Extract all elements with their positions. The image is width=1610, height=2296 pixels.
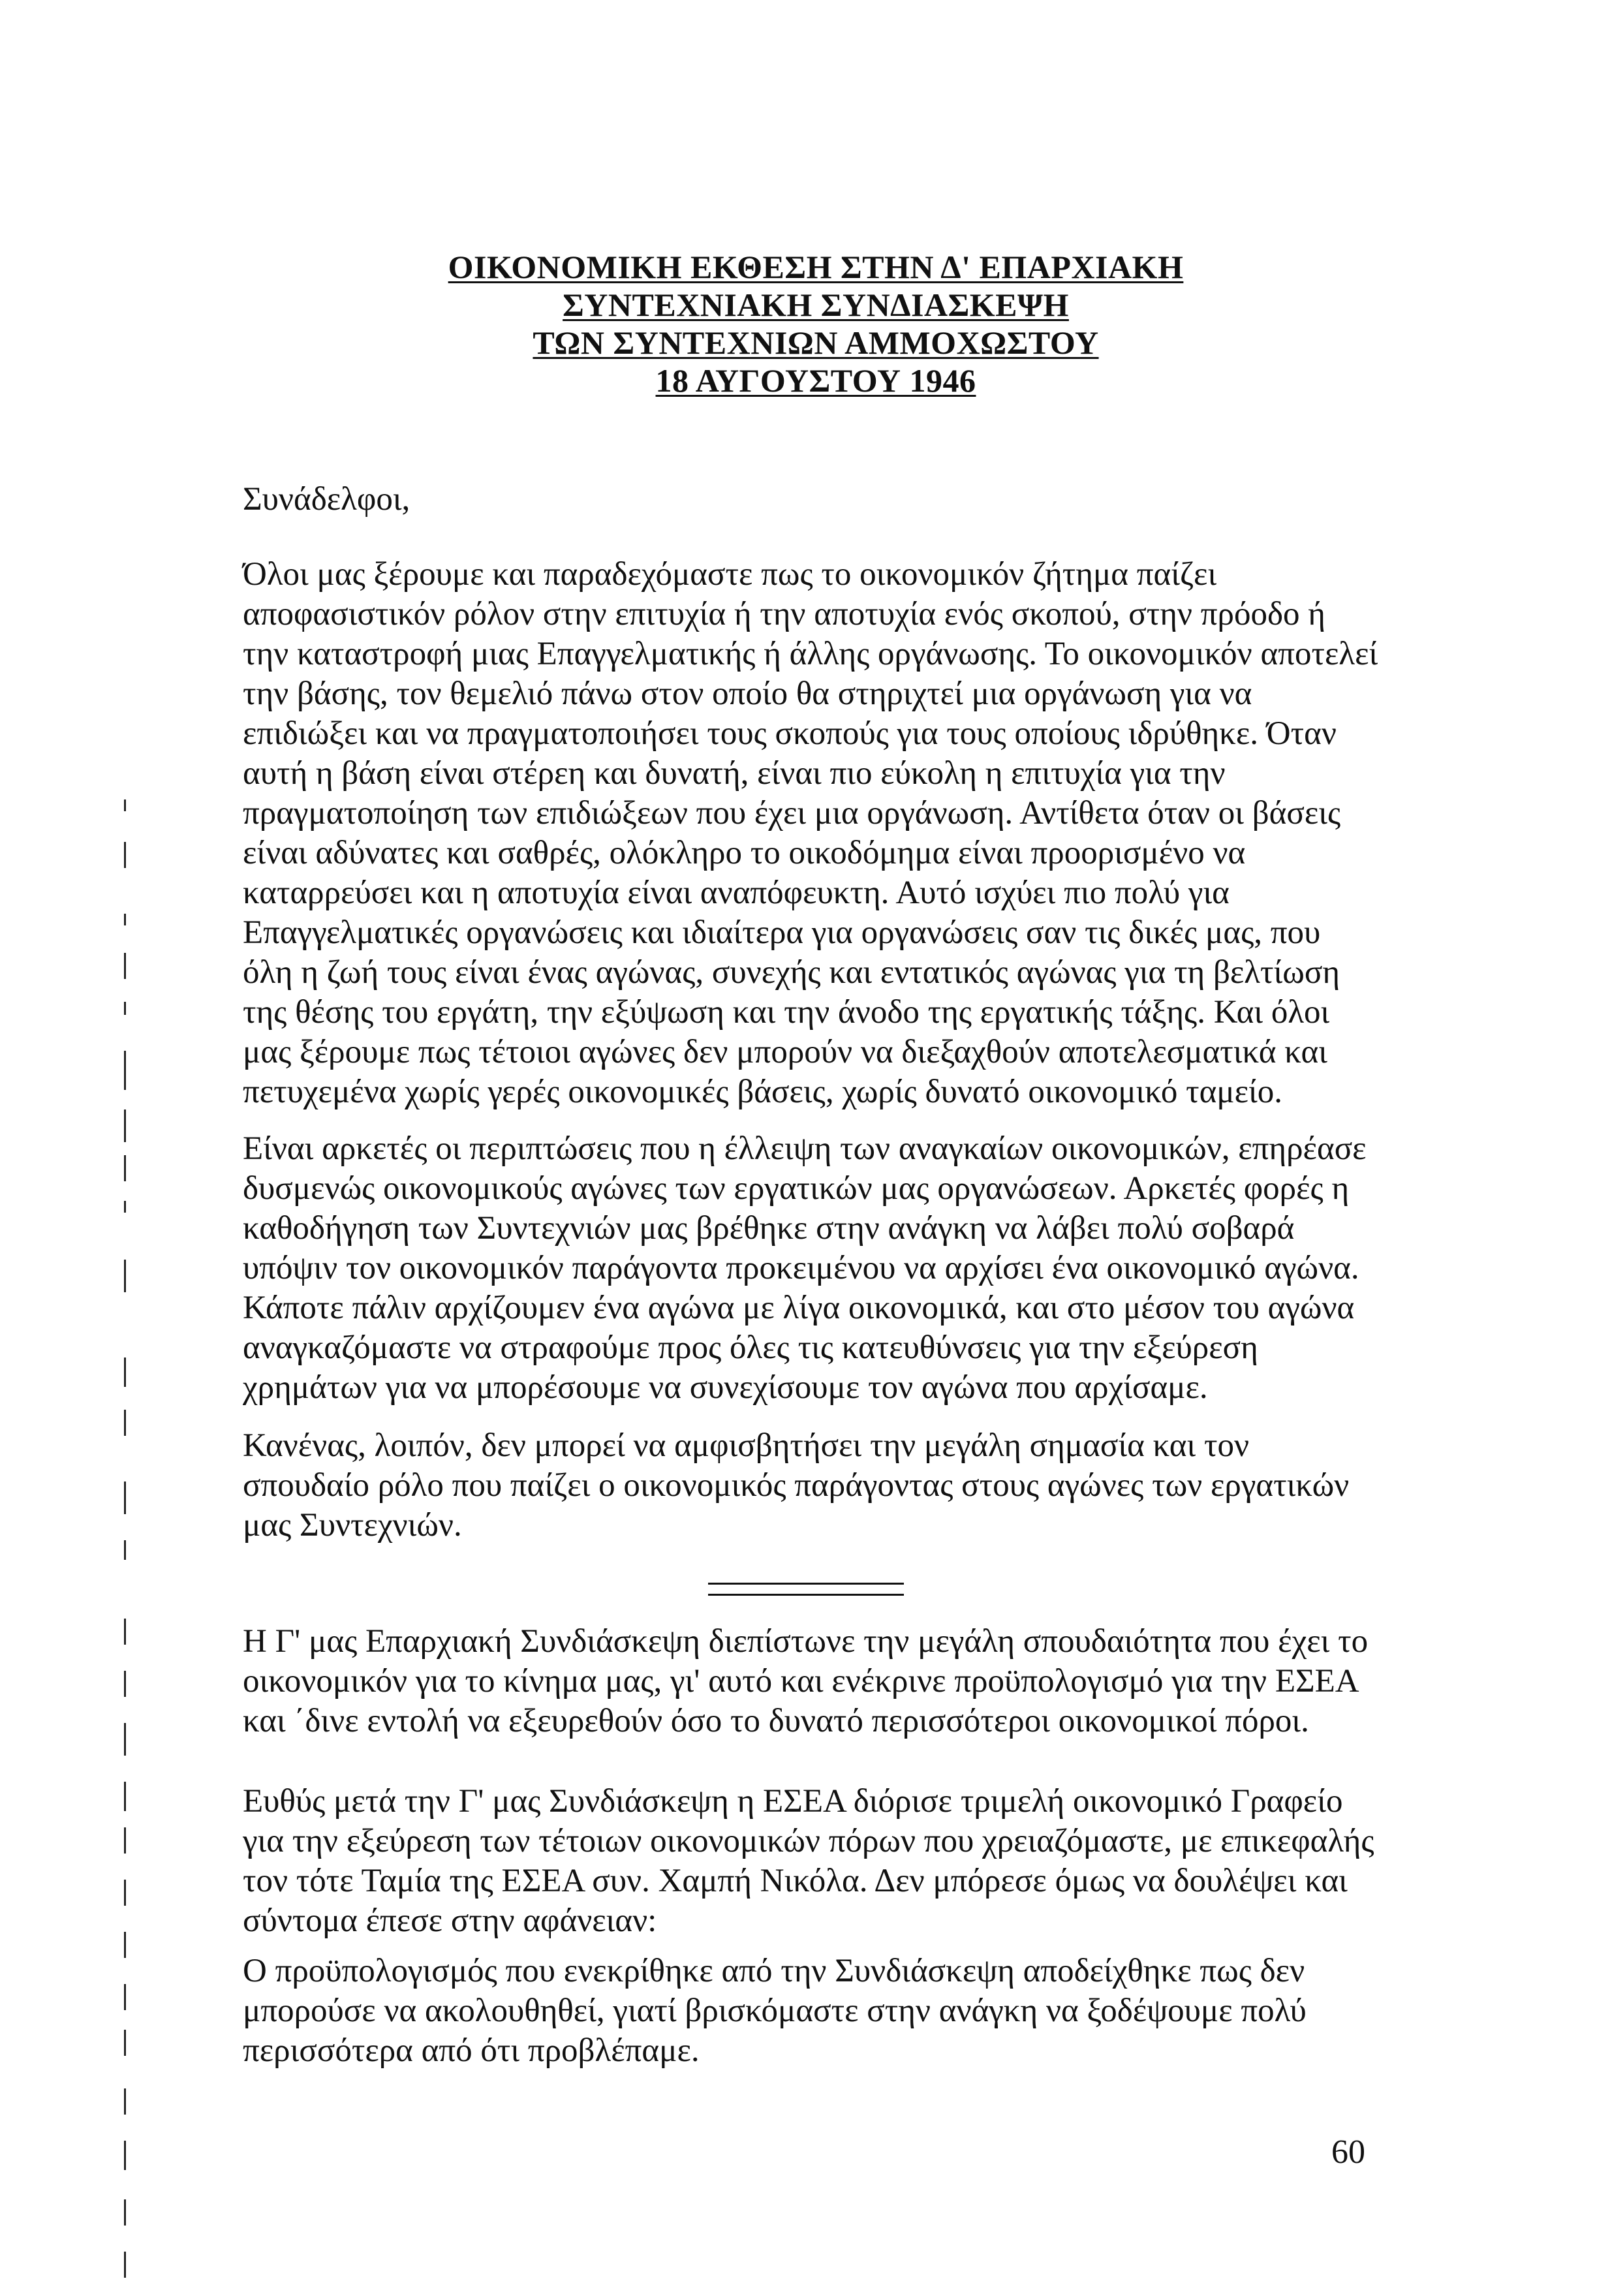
scan-mark xyxy=(124,2088,126,2115)
scan-mark xyxy=(124,1782,126,1811)
scan-mark xyxy=(124,914,126,925)
paragraph-6-text: Ο προϋπολογισμός που ενεκρίθηκε από την Συνδιάσκεψη αποδείχθηκε πως δεν μπορούσε να ακολουθηθεί, γιατί βρισκόμαστε στην ανάγκη να ξοδέψουμε πολύ περισσότερα από ότι προβλέπαμε. xyxy=(243,1953,1307,2069)
paragraph-1-text: Όλοι μας ξέρουμε και παραδεχόμαστε πως το οικονομικόν ζήτημα παίζει αποφασιστικόν ρόλον στην επιτυχία ή την αποτυχία ενός σκοπού, στην πρόοδο ή την καταστροφή μιας Επαγγελματικής ή άλλης οργάνωσης. Το οικονομικόν αποτελεί την βάσης, τον θεμελιό πάνω στον οποίο θα στηριχτεί μια οργάνωση για να επιδιώξει και να πραγματοποιήσει τους σκοπούς για τους οποίους ιδρύθηκε. Όταν αυτή η βάση είναι στέρεη και δυνατή, είναι πιο εύκολη η επιτυχία για την πραγματοποίηση των επιδιώξεων που έχει μια οργάνωση. Αντίθετα όταν οι βάσεις είναι αδύνατες και σαθρές, ολόκληρο το οικοδόμημα είναι προορισμένο να καταρρεύσει και η αποτυχία είναι αναπόφευκτη. Αυτό ισχύει πιο πολύ για Επαγγελματικές οργανώσεις και ιδιαίτερα για οργανώσεις σαν τις δικές μας, που όλη η ζωή τους είναι ένας αγώνας, συνεχής και εντατικός αγώνας για τη βελτίωση της θέσης του εργάτη, την εξύψωση και την άνοδο της εργατικής τάξης. Και όλοι μας ξέρουμε πως τέτοιοι αγώνες δεν μπορούν να διεξαχθούν αποτελεσματικά και πετυχεμένα χωρίς γερές οικονομικές βάσεις, χωρίς δυνατό οικονομικό ταμείο. xyxy=(243,556,1378,1110)
scan-mark xyxy=(124,1260,126,1292)
salutation-text: Συνάδελφοι, xyxy=(243,481,410,518)
scan-mark xyxy=(124,1410,126,1436)
page-number: 60 xyxy=(1331,2133,1365,2171)
paragraph-1 xyxy=(243,555,1378,1112)
scan-mark xyxy=(124,1984,126,2010)
separator-line xyxy=(708,1583,904,1596)
scan-mark xyxy=(124,953,126,979)
title-line-1: ΟΙΚΟΝΟΜΙΚΗ ΕΚΘΕΣΗ ΣΤΗΝ Δ' ΕΠΑΡΧΙΑΚΗ xyxy=(448,249,1184,285)
paragraph-5 xyxy=(243,1782,1378,1941)
scan-mark xyxy=(124,1051,126,1090)
scan-mark xyxy=(124,1357,126,1387)
paragraph-4 xyxy=(243,1622,1378,1741)
paragraph-4-text: Η Γ' μας Επαρχιακή Συνδιάσκεψη διεπίστωνε την μεγάλη σπουδαιότητα που έχει το οικονομικόν για το κίνημα μας, γι' αυτό και ενέκρινε προϋπολογισμό για την ΕΣΕΑ και ΄δινε εντολή να εξευρεθούν όσο το δυνατό περισσότεροι οικονομικοί πόροι. xyxy=(243,1623,1369,1739)
scan-mark xyxy=(124,1880,126,1906)
paragraph-3 xyxy=(243,1426,1378,1545)
paragraph-2-text: Είναι αρκετές οι περιπτώσεις που η έλλειψη των αναγκαίων οικονομικών, επηρέασε δυσμενώς οικονομικούς αγώνες των εργατικών μας οργανώσεων. Αρκετές φορές η καθοδήγηση των Συντεχνιών μας βρέθηκε στην ανάγκη να λάβει πολύ σοβαρά υπόψιν τον οικονομικόν παράγοντα προκειμένου να αρχίσει ένα οικονομικό αγώνα. Κάποτε πάλιν αρχίζουμεν ένα αγώνα με λίγα οικονομικά, και στο μέσον του αγώνα αναγκαζόμαστε να στραφούμε προς όλες τις κατευθύνσεις για την εξεύρεση χρημάτων για να μπορέσουμε να συνεχίσουμε τον αγώνα που αρχίσαμε. xyxy=(243,1130,1367,1406)
paragraph-6 xyxy=(243,1951,1378,2071)
scan-mark xyxy=(124,1723,126,1756)
scan-mark xyxy=(124,1201,126,1213)
scan-mark xyxy=(124,1827,126,1854)
document-title xyxy=(392,248,1240,399)
scan-mark xyxy=(124,799,126,811)
scan-mark xyxy=(124,1540,126,1560)
scan-mark xyxy=(124,2141,126,2170)
title-line-3: ΤΩΝ ΣΥΝΤΕΧΝΙΩΝ ΑΜΜΟΧΩΣΤΟΥ xyxy=(533,324,1099,361)
title-line-4: 18 ΑΥΓΟΥΣΤΟΥ 1946 xyxy=(655,362,976,399)
scan-mark xyxy=(124,1002,126,1015)
title-line-2: ΣΥΝΤΕΧΝΙΑΚΗ ΣΥΝΔΙΑΣΚΕΨΗ xyxy=(563,287,1069,323)
scan-mark xyxy=(124,1932,126,1958)
paragraph-3-text: Κανένας, λοιπόν, δεν μπορεί να αμφισβητήσει την μεγάλη σημασία και τον σπουδαίο ρόλο που παίζει ο οικονομικός παράγοντας στους αγώνες των εργατικών μας Συντεχνιών. xyxy=(243,1427,1350,1544)
scan-mark xyxy=(124,1482,126,1514)
scan-mark xyxy=(124,2252,126,2278)
salutation xyxy=(243,480,1378,520)
scan-mark xyxy=(124,1155,126,1181)
scan-mark xyxy=(124,842,126,868)
scan-mark xyxy=(124,1671,126,1697)
paragraph-2 xyxy=(243,1129,1378,1408)
scan-mark xyxy=(124,1619,126,1645)
scan-mark xyxy=(124,1109,126,1142)
paragraph-5-text: Ευθύς μετά την Γ' μας Συνδιάσκεψη η ΕΣΕΑ διόρισε τριμελή οικονομικό Γραφείο για την εξεύρεση των τέτοιων οικονομικών πόρων που χρειαζόμαστε, με επικεφαλής τον τότε Ταμία της ΕΣΕΑ συν. Χαμπή Νικόλα. Δεν μπόρεσε όμως να δουλέψει και σύντομα έπεσε στην αφάνειαν: xyxy=(243,1783,1374,1939)
scan-mark xyxy=(124,2030,126,2056)
scan-mark xyxy=(124,2199,126,2226)
